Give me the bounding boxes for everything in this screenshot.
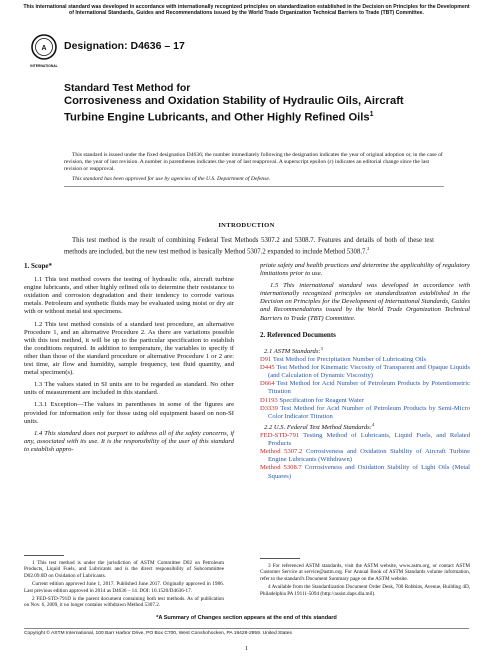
designation: Designation: D4636 – 17 bbox=[64, 40, 185, 52]
astm-reference[interactable] bbox=[260, 380, 470, 396]
reference-title-link[interactable]: Test Method for Acid Number of Petroleum Products by Potentiometric Titration bbox=[268, 380, 471, 396]
standard-notes bbox=[64, 152, 444, 187]
federal-references-list bbox=[260, 432, 470, 481]
referenced-documents-heading: 2. Referenced Documents bbox=[260, 330, 336, 339]
summary-of-changes-note: *A Summary of Changes section appears at the end of this standard bbox=[156, 615, 337, 621]
svg-text:INTERNATIONAL: INTERNATIONAL bbox=[30, 64, 58, 68]
document-title bbox=[64, 82, 444, 125]
astm-reference[interactable] bbox=[260, 397, 470, 405]
footnote-1-edition: Current edition approved June 1, 2017. Published June 2017. Originally approved in 1986. Last previous edition approved in 2014 as D4636 – 14. DOI: 10.1520/D4636-17. bbox=[24, 581, 224, 594]
astm-reference[interactable] bbox=[260, 405, 470, 421]
reference-title-link[interactable]: Test Method for Acid Number of Petroleum Products by Semi-Micro Color Indicator Titration bbox=[268, 404, 470, 420]
copyright: Copyright © ASTM International, 100 Barr Harbor Drive, PO Box C700, West Conshohocken, PA 19428-2959. United States bbox=[24, 628, 469, 636]
reference-title-link[interactable]: Testing Method of Lubricants, Liquid Fuels, and Related Products bbox=[268, 432, 470, 448]
page-number: 1 bbox=[244, 645, 249, 652]
divider bbox=[64, 186, 444, 187]
federal-reference[interactable] bbox=[260, 432, 470, 448]
footnote-3: 3 For referenced ASTM standards, visit the ASTM website, www.astm.org, or contact ASTM Customer Service at service@astm.org. For Annual Book of ASTM Standards volume information, refer to the standard's Document Summary page on the ASTM website. bbox=[260, 563, 470, 582]
scope-1-1: 1.1 This test method covers the testing of hydraulic oils, aircraft turbine engine lubricants, and other highly refined oils to determine their resistance to oxidation and corrosion degradation and their tendency to corrode various metals. Petroleum and synthetic fluids may be evaluated using moist or dry air with or without metal test specimens. bbox=[24, 276, 234, 316]
federal-reference[interactable] bbox=[260, 448, 470, 464]
left-column bbox=[24, 262, 234, 458]
footnote-4: 4 Available from the Standardization Document Order Desk, 700 Robbins, Avenue, Building 4D, Philadelphia PA 19111-5094 (http://assist.daps.dla.mil). bbox=[260, 584, 470, 597]
reference-code-link[interactable]: D91 bbox=[260, 356, 272, 364]
scope-1-4-continued: priate safety and health practices and determine the applicability of regulatory limitations prior to use. bbox=[260, 262, 470, 278]
astm-reference[interactable] bbox=[260, 364, 470, 380]
title-line-1: Standard Test Method for bbox=[64, 82, 191, 94]
footnote-rule bbox=[260, 558, 300, 559]
footnote-1: 1 This test method is under the jurisdiction of ASTM Committee D02 on Petroleum Products, Liquid Fuels, and Lubricants and is the direct responsibility of Subcommittee D02.09.0D on Oxidation of Lubricants. bbox=[24, 560, 224, 579]
scope-1-3-1: 1.3.1 Exception—The values in parentheses in some of the figures are provided for information only for those using old equipment based on non-SI units. bbox=[24, 401, 234, 425]
reference-code-link[interactable]: D1193 bbox=[260, 396, 278, 404]
scope-1-2: 1.2 This test method consists of a standard test procedure, an alternative Procedure 1, and an alternative Procedure 2. As there are variations possible with this test method, it will be up to the particular specification to establish the conditions required. In addition to temperature, the variables to specify if other than those of the standard procedure or alternative Procedure 1 or 2 are: test time, air flow and humidity, sample frequency, test fluid quantity, and metal specimen(s). bbox=[24, 320, 234, 377]
reference-code-link[interactable]: Method 5307.2 bbox=[260, 448, 303, 456]
right-column bbox=[260, 262, 470, 481]
footnotes-right bbox=[260, 563, 470, 599]
top-notice: This international standard was developed in accordance with internationally recognized principles on standardization established in the Decision on Principles for the Development of International Standards, Guides and Recommendations issued by the World Trade Organization Technical Barriers to Trade (TBT) Committee. bbox=[23, 4, 470, 17]
introduction-heading: INTRODUCTION bbox=[218, 222, 275, 229]
footnote-2: 2 FED-STD-791D is the parent document containing both test methods. As of publication on Nov. 6, 2009, it no longer contains withdrawn Method 5307.2. bbox=[24, 596, 224, 609]
introduction-text: This test method is the result of combining Federal Test Methods 5307.2 and 5308.7. Features and details of both of these test methods are included, but the new test method is basically Method 5307.2 expanded to include Method 5308.7.$^2$ bbox=[64, 237, 434, 256]
footnotes-left bbox=[24, 560, 224, 611]
reference-code-link[interactable]: Method 5308.7 bbox=[260, 464, 302, 472]
designation-note: This standard is issued under the fixed designation D4636; the number immediately following the designation indicates the year of original adoption or, in the case of revision, the year of last revision. A number in parentheses indicates the year of last reapproval. A superscript epsilon (ε) indicates an editorial change since the last revision or reapproval. bbox=[64, 152, 443, 172]
astm-standards-label: 2.1 ASTM Standards:$^3$ bbox=[264, 345, 323, 355]
federal-reference[interactable] bbox=[260, 464, 470, 480]
scope-1-3: 1.3 The values stated in SI units are to be regarded as standard. No other units of measurement are included in this standard. bbox=[24, 381, 234, 397]
astm-reference[interactable] bbox=[260, 356, 470, 364]
astm-references-list bbox=[260, 356, 470, 421]
reference-code-link[interactable]: D3339 bbox=[260, 404, 278, 412]
svg-text:A: A bbox=[41, 45, 47, 52]
scope-1-4: 1.4 This standard does not purport to address all of the safety concerns, if any, associated with its use. It is the responsibility of the user of this standard to establish appro- bbox=[24, 429, 234, 453]
title-line-2: Corrosiveness and Oxidation Stability of Hydraulic Oils, Aircraft Turbine Engine Lubricants, and Other Highly Refined Oils$^1$ bbox=[64, 95, 404, 124]
dod-note: This standard has been approved for use by agencies of the U.S. Department of Defense. bbox=[72, 176, 271, 183]
scope-1-5: 1.5 This international standard was developed in accordance with internationally recognized principles on standardization established in the Decision on Principles for the Development of International Standards, Guides and Recommendations issued by the World Trade Organization Technical Barriers to Trade (TBT) Committee. bbox=[260, 282, 470, 322]
footnote-rule bbox=[24, 555, 64, 556]
reference-title-link[interactable]: Specification for Reagent Water bbox=[279, 396, 364, 404]
reference-title-link[interactable]: Test Method for Kinematic Viscosity of Transparent and Opaque Liquids (and Calculation of Dynamic Viscosity) bbox=[268, 364, 470, 380]
scope-heading: 1. Scope* bbox=[24, 262, 52, 270]
astm-logo bbox=[30, 34, 58, 70]
reference-code-link[interactable]: FED-STD-791 bbox=[260, 432, 300, 440]
reference-title-link[interactable]: Corrosiveness and Oxidation Stability of Light Oils (Metal Squares) bbox=[268, 464, 471, 480]
reference-title-link[interactable]: Corrosiveness and Oxidation Stability of Aircraft Turbine Engine Lubricants (Withdrawn) bbox=[268, 448, 470, 464]
reference-title-link[interactable]: Test Method for Precipitation Number of Lubricating Oils bbox=[272, 356, 427, 364]
federal-standards-label: 2.2 U.S. Federal Test Method Standards:$^4$ bbox=[264, 421, 375, 431]
reference-code-link[interactable]: D664 bbox=[260, 380, 275, 388]
reference-code-link[interactable]: D445 bbox=[260, 364, 275, 372]
